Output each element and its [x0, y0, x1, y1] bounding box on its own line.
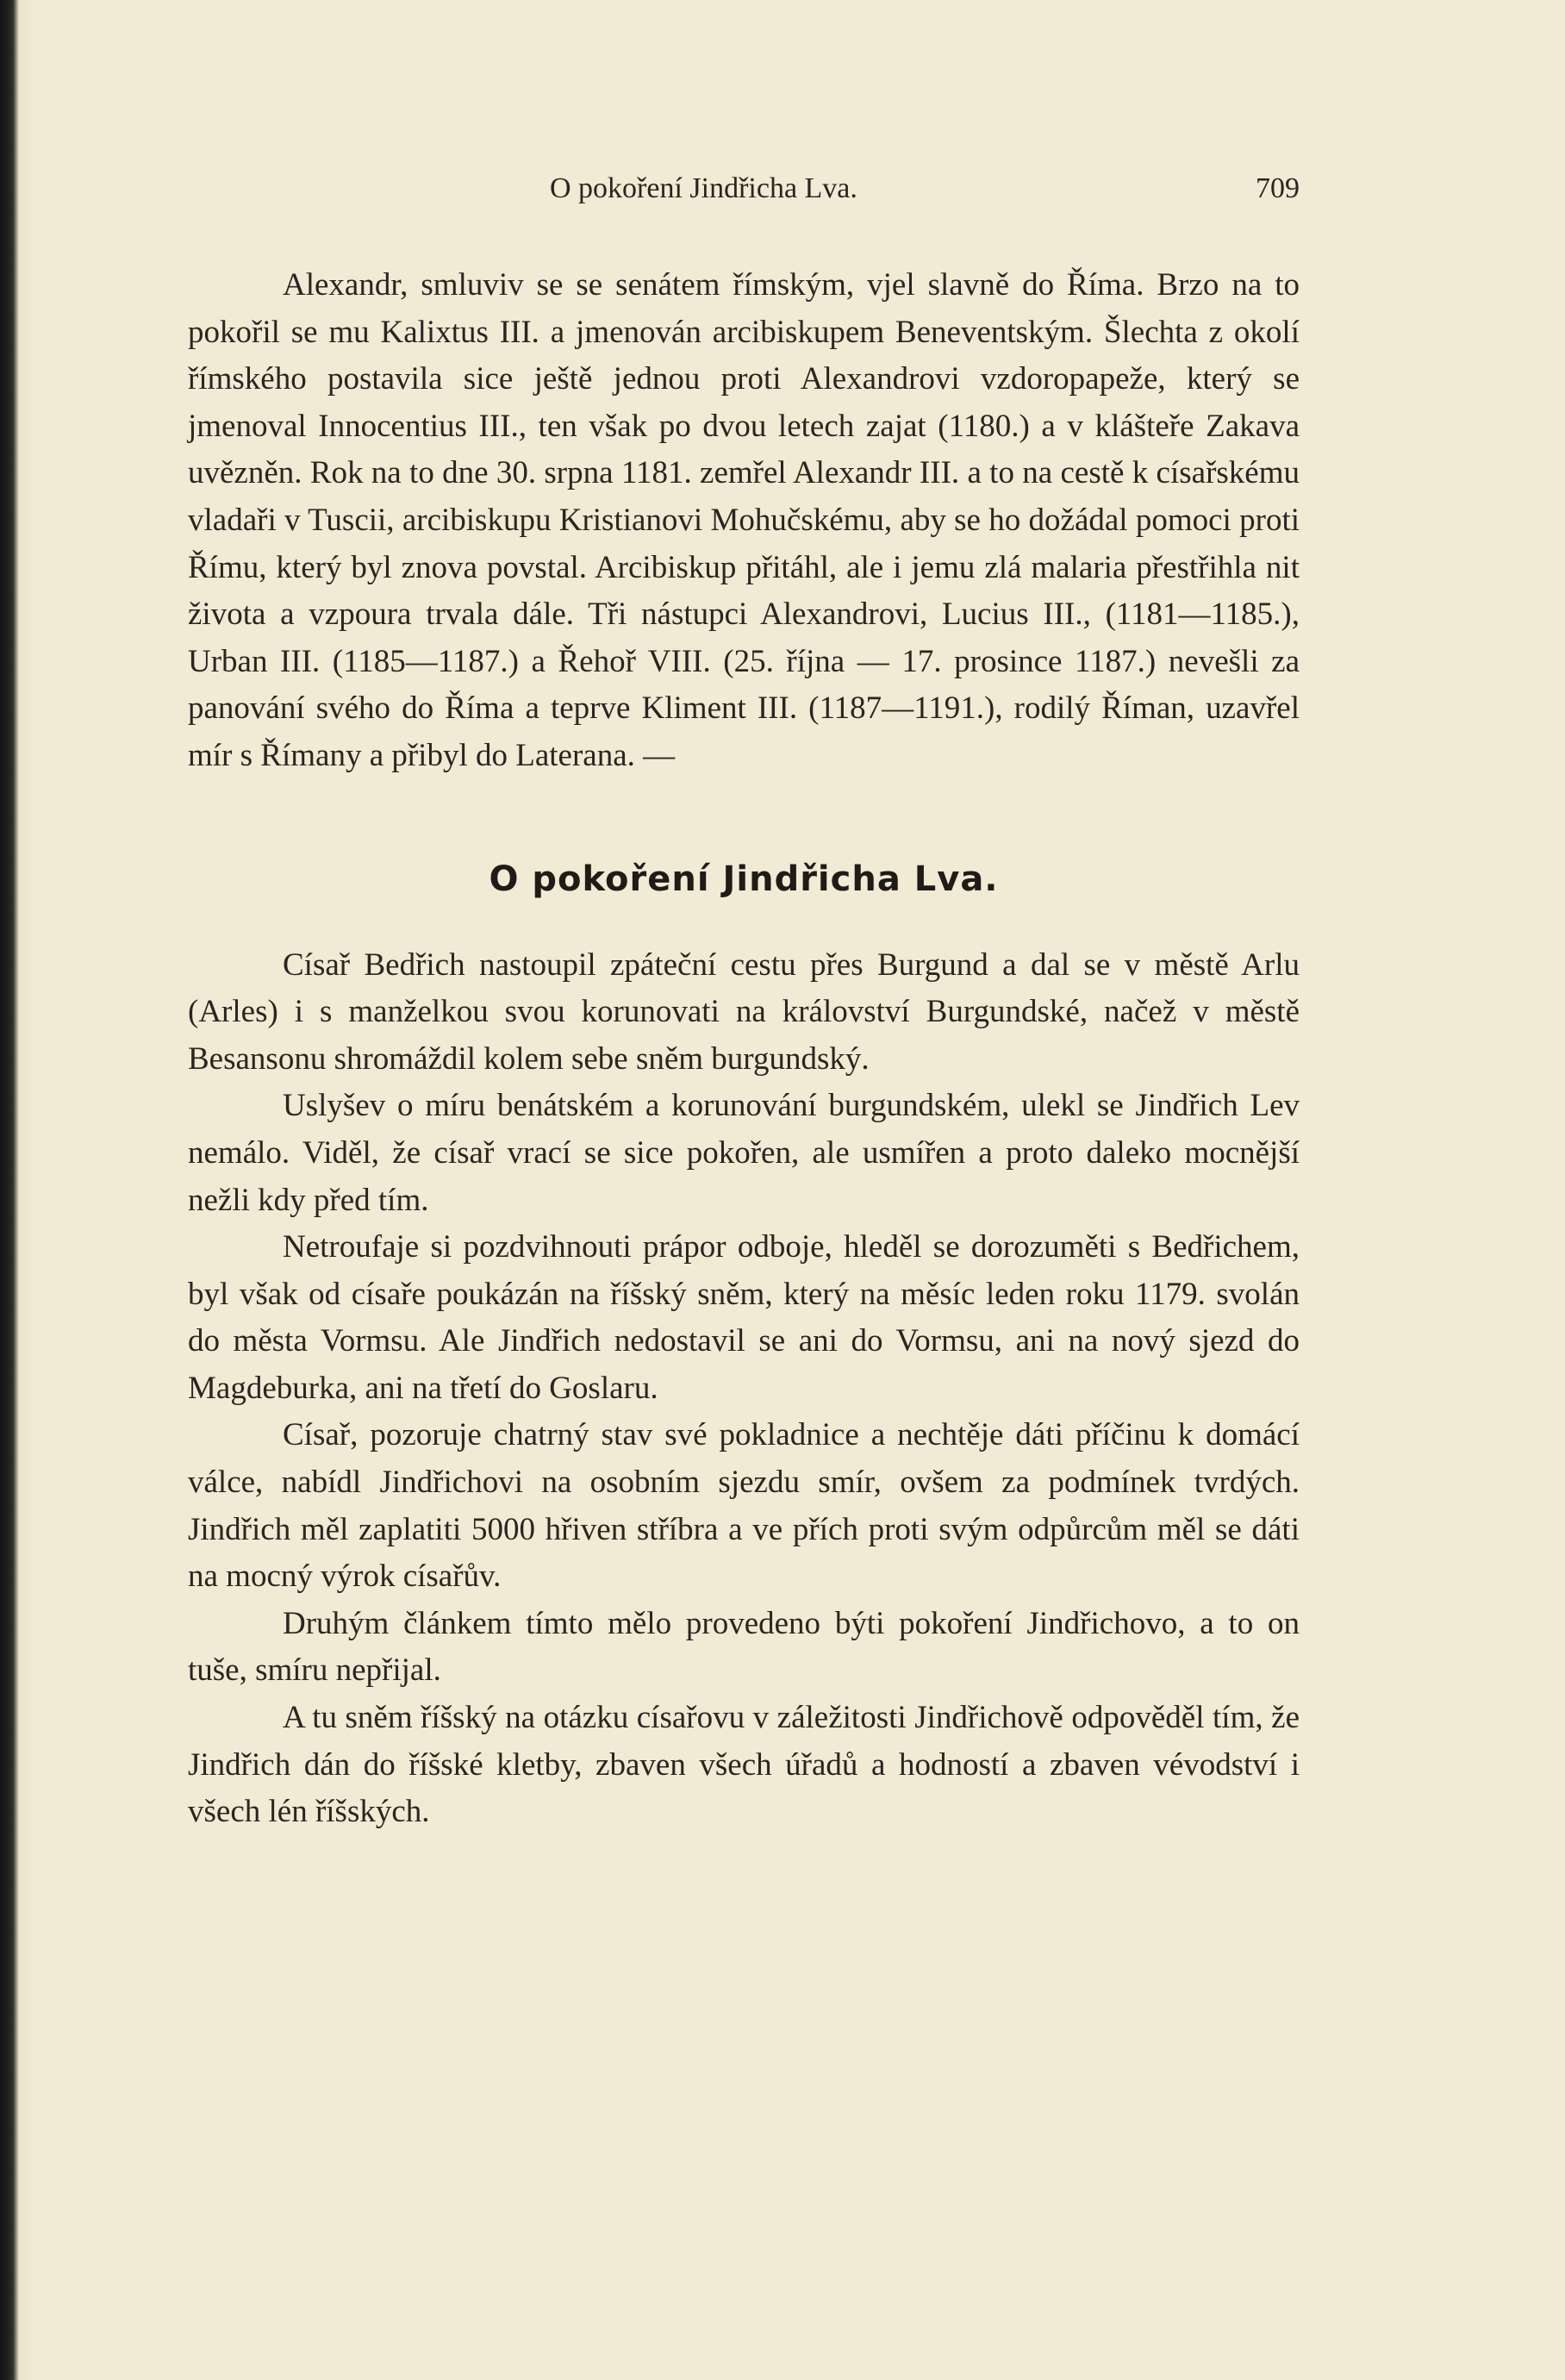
paragraph: Císař Bedřich nastoupil zpáteční cestu přes Burgund a dal se v městě Arlu (Arles) i s manželkou svou korunovati na království Burgundské, načež v městě Besansonu shromáždil kolem sebe sněm burgundský.: [188, 946, 1300, 1077]
section-heading: O pokoření Jindřicha Lva.: [489, 859, 999, 899]
page-number: 709: [1256, 172, 1300, 204]
running-title: O pokoření Jindřicha Lva.: [550, 172, 857, 204]
paragraph: Netroufaje si pozdvihnouti prápor odboje, hleděl se dorozuměti s Bedřichem, byl však od císaře poukázán na říšský sněm, který na měsíc leden roku 1179. svolán do města Vormsu. Ale Jindřich nedostavil se ani do Vormsu, ani na nový sjezd do Magdeburka, ani na třetí do Goslaru.: [188, 1229, 1300, 1406]
paragraph: Uslyšev o míru benátském a korunování burgundském, ulekl se Jindřich Lev nemálo. Viděl, že císař vrací se sice pokořen, ale usmířen a proto daleko mocnější nežli kdy před tím.: [188, 1088, 1300, 1218]
paragraph: Druhým článkem tímto mělo provedeno býti pokoření Jindřichovo, a to on tuše, smíru nepřijal.: [188, 1605, 1300, 1689]
book-spine-edge: [0, 0, 52, 2380]
paragraph: Alexandr, smluviv se se senátem římským, vjel slavně do Říma. Brzo na to pokořil se mu Kalixtus III. a jmenován arcibiskupem Beneventským. Šlechta z okolí římského postavila sice ještě jednou proti Alexandrovi vzdoropapeže, který se jmenoval Innocentius III., ten však po dvou letech zajat (1180.) a v klášteře Zakava uvězněn. Rok na to dne 30. srpna 1181. zemřel Alexandr III. a to na cestě k císařskému vladaři v Tuscii, arcibiskupu Kristianovi Mohučskému, aby se ho dožádal pomoci proti Římu, který byl znova povstal. Arcibiskup přitáhl, ale i jemu zlá malaria přestřihla nit života a vzpoura trvala dále. Tři nástupci Alexandrovi, Lucius III., (1181—1185.), Urban III. (1185—1187.) a Řehoř VIII. (25. října — 17. prosince 1187.) nevešli za panování svého do Říma a teprve Kliment III. (1187—1191.), rodilý Říman, uzavřel mír s Římany a přibyl do Laterana. —: [188, 267, 1300, 773]
paragraph: A tu sněm říšský na otázku císařovu v záležitosti Jindřichově odpověděl tím, že Jindřich dán do říšské kletby, zbaven všech úřadů a hodností a zbaven vévodství i všech lén říšských.: [188, 1700, 1300, 1830]
paragraph: Císař, pozoruje chatrný stav své pokladnice a nechtěje dáti příčinu k domácí válce, nabídl Jindřichovi na osobním sjezdu smír, ovšem za podmínek tvrdých. Jindřich měl zaplatiti 5000 hřiven stříbra a ve přích proti svým odpůrcům měl se dáti na mocný výrok císařův.: [188, 1417, 1300, 1595]
page-content: [188, 172, 1300, 1836]
running-header: [188, 172, 1300, 216]
